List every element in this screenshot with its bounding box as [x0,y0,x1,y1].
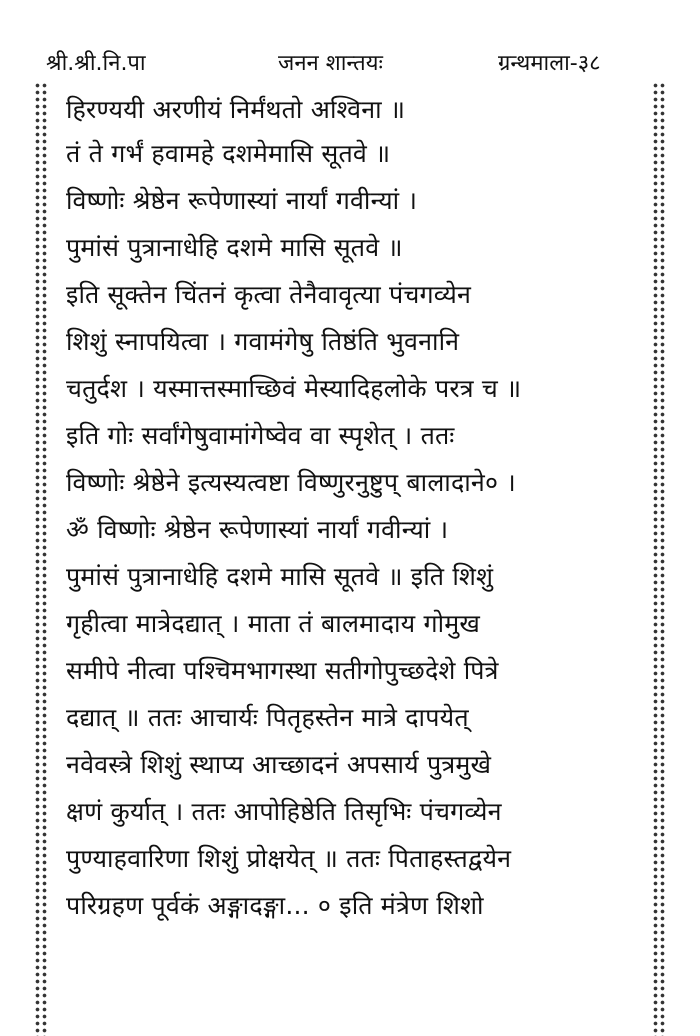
header-right-series: ग्रन्थमाला-३८ [498,51,601,76]
text-line: इति सूक्तेन चिंतनं कृत्वा तेनैवावृत्या पंचगव्येन [66,280,472,309]
text-line: इति गोः सर्वांगेषुवामांगेष्वेव वा स्पृशेत् । ततः [66,421,455,450]
text-line: नवेवस्त्रे शिशुं स्थाप्य आच्छादनं अपसार्य पुत्रमुखे [66,750,492,779]
text-line: विष्णोः श्रेष्ठेन रूपेणास्यां नार्यां गवीन्यां । [66,186,418,215]
text-line: पुण्याहवारिणा शिशुं प्रोक्षयेत् ॥ ततः पिताहस्तद्वयेन [66,844,512,873]
decorative-border-left [34,82,48,1036]
text-body [66,86,646,929]
text-line: तं ते गर्भं हवामहे दशमेमासि सूतवे ॥ [66,139,391,168]
text-line: ॐ विष्णोः श्रेष्ठेन रूपेणास्यां नार्यां गवीन्यां । [66,515,449,544]
decorative-border-right [652,82,666,1036]
page-header [0,44,700,84]
text-line: पुमांसं पुत्रानाधेहि दशमे मासि सूतवे ॥ [66,233,403,262]
text-line: विष्णोः श्रेष्ठेने इत्यस्यत्वष्टा विष्णुरनुष्टुप् बालादाने० । [66,468,516,497]
text-line: चतुर्दश । यस्मात्तस्माच्छिवं मेस्यादिहलोके परत्र च ॥ [66,374,522,403]
text-line: पुमांसं पुत्रानाधेहि दशमे मासि सूतवे ॥ इति शिशुं [66,562,494,591]
header-left-text: श्री.श्री.नि.पा [46,51,146,76]
text-line: हिरण्ययी अरणीयं निर्मंथतो अश्विना ॥ [66,95,406,124]
header-center-title: जनन शान्तयः [278,51,383,76]
text-line: गृहीत्वा मात्रेदद्यात् । माता तं बालमादाय गोमुख [66,609,481,638]
text-line: परिग्रहण पूर्वकं अङ्गादङ्गा... ० इति मंत्रेण शिशो [66,891,484,920]
text-line: दद्यात् ॥ ततः आचार्यः पितृहस्तेन मात्रे दापयेत् [66,703,469,732]
text-line: समीपे नीत्वा पश्चिमभागस्था सतीगोपुच्छदेशे पित्रे [66,656,499,685]
text-line: क्षणं कुर्यात् । ततः आपोहिष्ठेति तिसृभिः पंचगव्येन [66,797,502,826]
text-line: शिशुं स्नापयित्वा । गवामंगेषु तिष्ठंति भुवनानि [66,327,460,356]
